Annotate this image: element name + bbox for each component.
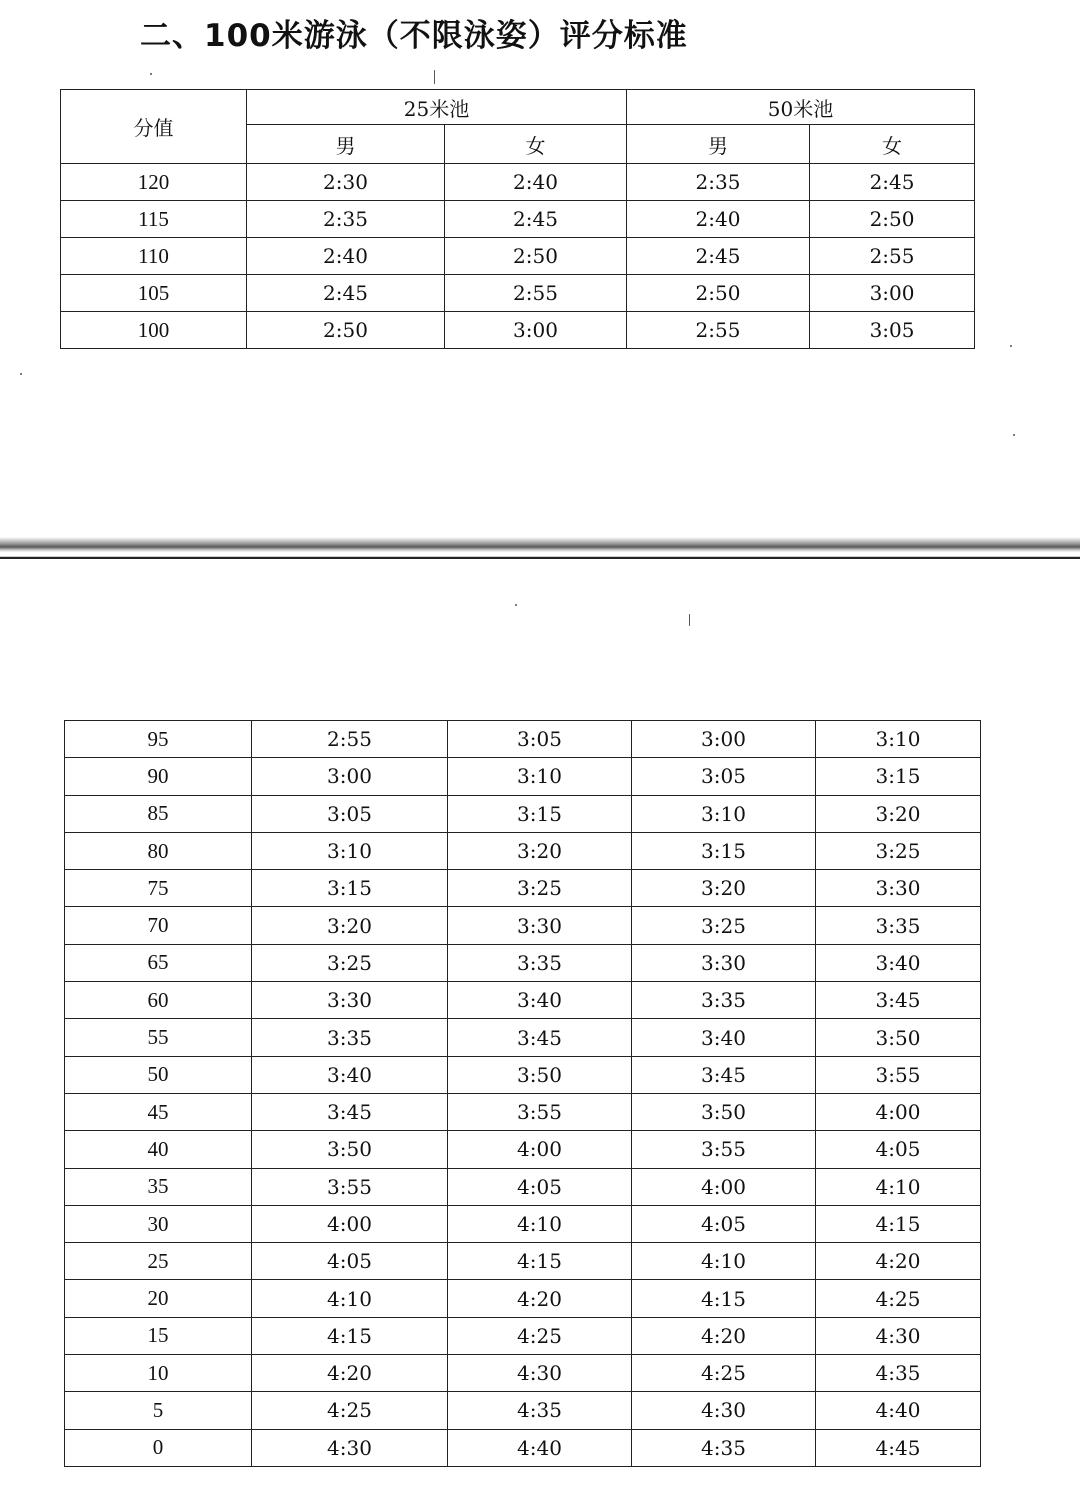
pool25-female-cell: 3:10 bbox=[448, 758, 632, 795]
pool25-female-cell: 3:35 bbox=[448, 944, 632, 981]
pool50-male-cell: 4:10 bbox=[632, 1243, 816, 1280]
pool50-male-cell: 2:55 bbox=[627, 312, 810, 349]
score-cell: 90 bbox=[65, 758, 252, 795]
pool25-female-cell: 3:45 bbox=[448, 1019, 632, 1056]
pool50-female-cell: 3:25 bbox=[816, 832, 981, 869]
pool25-female-cell: 2:45 bbox=[445, 201, 627, 238]
pool50-female-cell: 3:10 bbox=[816, 721, 981, 758]
pool25-male-cell: 2:40 bbox=[247, 238, 445, 275]
pool50-female-cell: 4:20 bbox=[816, 1243, 981, 1280]
pool25-male-cell: 3:10 bbox=[252, 832, 448, 869]
pool25-female-cell: 3:20 bbox=[448, 832, 632, 869]
pool50-female-cell: 3:00 bbox=[810, 275, 975, 312]
page-title: 二、100米游泳（不限泳姿）评分标准 bbox=[140, 18, 688, 54]
pool25-male-cell: 3:30 bbox=[252, 982, 448, 1019]
pool50-male-cell: 3:25 bbox=[632, 907, 816, 944]
table-row bbox=[65, 1355, 981, 1392]
score-table-bottom bbox=[64, 720, 981, 1467]
scan-speck bbox=[20, 373, 22, 375]
female-header-25m: 女 bbox=[445, 125, 627, 164]
pool25-male-cell: 4:10 bbox=[252, 1280, 448, 1317]
pool50-male-cell: 4:20 bbox=[632, 1317, 816, 1354]
pool25-male-cell: 4:00 bbox=[252, 1205, 448, 1242]
table-row bbox=[65, 1205, 981, 1242]
score-cell: 5 bbox=[65, 1392, 252, 1429]
pool50-male-cell: 3:00 bbox=[632, 721, 816, 758]
pool50-female-cell: 2:50 bbox=[810, 201, 975, 238]
table-row bbox=[65, 721, 981, 758]
score-cell: 10 bbox=[65, 1355, 252, 1392]
pool50-male-cell: 4:30 bbox=[632, 1392, 816, 1429]
table-row bbox=[61, 238, 975, 275]
score-cell: 80 bbox=[65, 832, 252, 869]
pool25-female-cell: 4:40 bbox=[448, 1429, 632, 1466]
pool25-male-cell: 3:55 bbox=[252, 1168, 448, 1205]
pool50-female-cell: 4:05 bbox=[816, 1131, 981, 1168]
pool50-female-cell: 4:40 bbox=[816, 1392, 981, 1429]
scan-speck bbox=[1013, 434, 1015, 436]
pool50-male-cell: 3:10 bbox=[632, 795, 816, 832]
pool50-male-cell: 4:35 bbox=[632, 1429, 816, 1466]
score-table-top bbox=[60, 89, 975, 349]
pool-25m-header: 25米池 bbox=[247, 90, 627, 125]
pool50-male-cell: 4:05 bbox=[632, 1205, 816, 1242]
pool50-male-cell: 3:40 bbox=[632, 1019, 816, 1056]
score-cell: 110 bbox=[61, 238, 247, 275]
score-cell: 100 bbox=[61, 312, 247, 349]
score-cell: 45 bbox=[65, 1093, 252, 1130]
score-cell: 60 bbox=[65, 982, 252, 1019]
pool50-female-cell: 4:15 bbox=[816, 1205, 981, 1242]
pool50-female-cell: 3:50 bbox=[816, 1019, 981, 1056]
table-row bbox=[65, 1019, 981, 1056]
table-row bbox=[65, 1168, 981, 1205]
pool25-female-cell: 3:25 bbox=[448, 870, 632, 907]
pool50-female-cell: 4:30 bbox=[816, 1317, 981, 1354]
score-cell: 70 bbox=[65, 907, 252, 944]
pool25-male-cell: 4:15 bbox=[252, 1317, 448, 1354]
pool25-male-cell: 3:20 bbox=[252, 907, 448, 944]
male-header-50m: 男 bbox=[627, 125, 810, 164]
table-row bbox=[61, 312, 975, 349]
score-cell: 20 bbox=[65, 1280, 252, 1317]
score-cell: 0 bbox=[65, 1429, 252, 1466]
pool25-female-cell: 4:20 bbox=[448, 1280, 632, 1317]
pool50-female-cell: 4:10 bbox=[816, 1168, 981, 1205]
pool50-female-cell: 2:45 bbox=[810, 164, 975, 201]
table-row bbox=[65, 982, 981, 1019]
pool25-male-cell: 2:55 bbox=[252, 721, 448, 758]
table-row bbox=[65, 907, 981, 944]
pool50-female-cell: 4:45 bbox=[816, 1429, 981, 1466]
table-row bbox=[65, 1317, 981, 1354]
pool25-male-cell: 3:25 bbox=[252, 944, 448, 981]
score-cell: 95 bbox=[65, 721, 252, 758]
table-row bbox=[61, 201, 975, 238]
table-row bbox=[65, 1429, 981, 1466]
pool50-male-cell: 2:35 bbox=[627, 164, 810, 201]
pool25-male-cell: 4:05 bbox=[252, 1243, 448, 1280]
pool25-male-cell: 4:25 bbox=[252, 1392, 448, 1429]
header-row-pools bbox=[61, 90, 975, 125]
pool25-male-cell: 3:45 bbox=[252, 1093, 448, 1130]
score-cell: 25 bbox=[65, 1243, 252, 1280]
pool50-female-cell: 4:35 bbox=[816, 1355, 981, 1392]
scan-speck bbox=[434, 70, 435, 84]
pool25-female-cell: 3:15 bbox=[448, 795, 632, 832]
pool25-female-cell: 4:15 bbox=[448, 1243, 632, 1280]
pool50-female-cell: 3:20 bbox=[816, 795, 981, 832]
pool50-male-cell: 4:25 bbox=[632, 1355, 816, 1392]
table-row bbox=[65, 870, 981, 907]
pool50-female-cell: 3:45 bbox=[816, 982, 981, 1019]
pool50-female-cell: 4:25 bbox=[816, 1280, 981, 1317]
table-row bbox=[61, 275, 975, 312]
pool50-male-cell: 4:15 bbox=[632, 1280, 816, 1317]
female-header-50m: 女 bbox=[810, 125, 975, 164]
pool25-male-cell: 2:50 bbox=[247, 312, 445, 349]
table-row bbox=[61, 164, 975, 201]
pool25-female-cell: 2:55 bbox=[445, 275, 627, 312]
pool25-male-cell: 3:15 bbox=[252, 870, 448, 907]
pool50-male-cell: 3:20 bbox=[632, 870, 816, 907]
score-cell: 55 bbox=[65, 1019, 252, 1056]
pool50-male-cell: 2:50 bbox=[627, 275, 810, 312]
pool25-male-cell: 2:30 bbox=[247, 164, 445, 201]
scan-speck bbox=[1010, 345, 1012, 347]
score-cell: 30 bbox=[65, 1205, 252, 1242]
pool50-female-cell: 3:35 bbox=[816, 907, 981, 944]
pool50-male-cell: 3:05 bbox=[632, 758, 816, 795]
pool50-male-cell: 4:00 bbox=[632, 1168, 816, 1205]
pool25-male-cell: 2:45 bbox=[247, 275, 445, 312]
table-row bbox=[65, 1093, 981, 1130]
table-row bbox=[65, 758, 981, 795]
pool50-male-cell: 3:55 bbox=[632, 1131, 816, 1168]
page-fold-divider bbox=[0, 537, 1080, 559]
pool50-female-cell: 3:30 bbox=[816, 870, 981, 907]
score-cell: 75 bbox=[65, 870, 252, 907]
score-cell: 105 bbox=[61, 275, 247, 312]
pool25-female-cell: 3:05 bbox=[448, 721, 632, 758]
pool25-female-cell: 3:00 bbox=[445, 312, 627, 349]
pool25-female-cell: 3:40 bbox=[448, 982, 632, 1019]
pool25-female-cell: 2:40 bbox=[445, 164, 627, 201]
male-header-25m: 男 bbox=[247, 125, 445, 164]
score-cell: 50 bbox=[65, 1056, 252, 1093]
pool25-male-cell: 2:35 bbox=[247, 201, 445, 238]
table-row bbox=[65, 1243, 981, 1280]
table-row bbox=[65, 795, 981, 832]
score-cell: 120 bbox=[61, 164, 247, 201]
score-cell: 15 bbox=[65, 1317, 252, 1354]
table-row bbox=[65, 1280, 981, 1317]
table-row bbox=[65, 1392, 981, 1429]
pool50-female-cell: 2:55 bbox=[810, 238, 975, 275]
pool25-male-cell: 4:20 bbox=[252, 1355, 448, 1392]
table-row bbox=[65, 944, 981, 981]
pool25-female-cell: 4:05 bbox=[448, 1168, 632, 1205]
table-row bbox=[65, 1131, 981, 1168]
table-row bbox=[65, 1056, 981, 1093]
score-cell: 115 bbox=[61, 201, 247, 238]
pool25-female-cell: 3:50 bbox=[448, 1056, 632, 1093]
pool25-male-cell: 3:00 bbox=[252, 758, 448, 795]
pool50-male-cell: 2:40 bbox=[627, 201, 810, 238]
pool50-male-cell: 3:45 bbox=[632, 1056, 816, 1093]
scan-speck bbox=[150, 73, 152, 75]
pool25-female-cell: 4:25 bbox=[448, 1317, 632, 1354]
score-cell: 65 bbox=[65, 944, 252, 981]
scan-speck bbox=[689, 614, 690, 626]
pool25-male-cell: 4:30 bbox=[252, 1429, 448, 1466]
scan-speck bbox=[515, 604, 517, 606]
pool25-male-cell: 3:05 bbox=[252, 795, 448, 832]
pool50-female-cell: 3:05 bbox=[810, 312, 975, 349]
pool-50m-header: 50米池 bbox=[627, 90, 975, 125]
pool25-male-cell: 3:35 bbox=[252, 1019, 448, 1056]
pool50-male-cell: 3:35 bbox=[632, 982, 816, 1019]
pool50-male-cell: 3:15 bbox=[632, 832, 816, 869]
pool50-female-cell: 4:00 bbox=[816, 1093, 981, 1130]
table-row bbox=[65, 832, 981, 869]
pool25-male-cell: 3:50 bbox=[252, 1131, 448, 1168]
pool25-female-cell: 4:30 bbox=[448, 1355, 632, 1392]
pool50-male-cell: 3:30 bbox=[632, 944, 816, 981]
pool25-female-cell: 2:50 bbox=[445, 238, 627, 275]
pool50-male-cell: 2:45 bbox=[627, 238, 810, 275]
pool50-male-cell: 3:50 bbox=[632, 1093, 816, 1130]
score-header: 分值 bbox=[61, 90, 247, 164]
pool25-female-cell: 4:35 bbox=[448, 1392, 632, 1429]
score-cell: 40 bbox=[65, 1131, 252, 1168]
pool25-male-cell: 3:40 bbox=[252, 1056, 448, 1093]
pool25-female-cell: 3:30 bbox=[448, 907, 632, 944]
pool25-female-cell: 4:10 bbox=[448, 1205, 632, 1242]
pool50-female-cell: 3:40 bbox=[816, 944, 981, 981]
pool50-female-cell: 3:15 bbox=[816, 758, 981, 795]
score-cell: 85 bbox=[65, 795, 252, 832]
pool25-female-cell: 4:00 bbox=[448, 1131, 632, 1168]
pool50-female-cell: 3:55 bbox=[816, 1056, 981, 1093]
score-cell: 35 bbox=[65, 1168, 252, 1205]
pool25-female-cell: 3:55 bbox=[448, 1093, 632, 1130]
